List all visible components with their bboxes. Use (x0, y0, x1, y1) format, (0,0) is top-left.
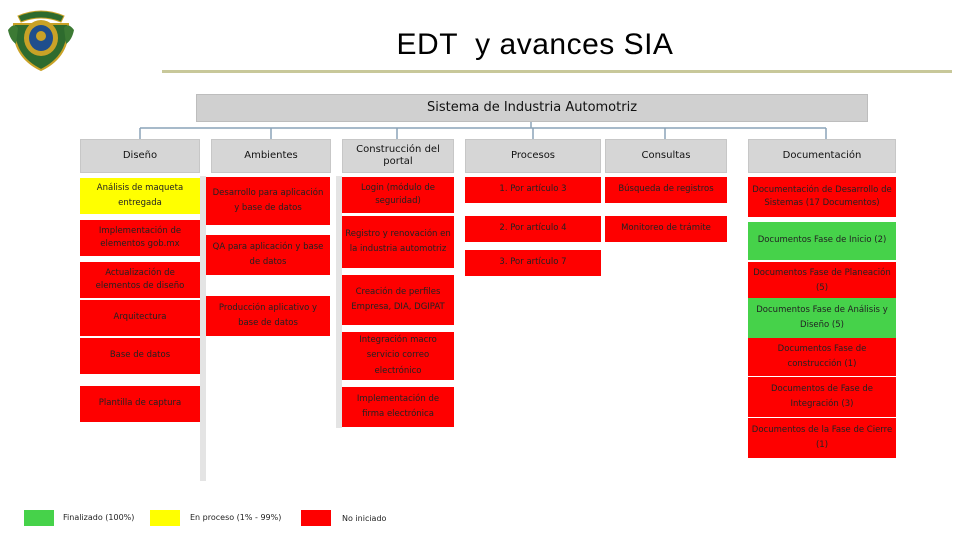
header-construccion: Construcción del portal (342, 139, 454, 173)
node-articulo-4: 2. Por artículo 4 (465, 216, 601, 242)
node-registro-renovacion: Registro y renovación en la industria automotriz (342, 216, 454, 268)
node-creacion-perfiles: Creación de perfiles Empresa, DIA, DGIPAT (342, 275, 454, 325)
node-monitoreo-tramite: Monitoreo de trámite (605, 216, 727, 242)
header-consultas: Consultas (605, 139, 727, 173)
header-procesos: Procesos (465, 139, 601, 173)
node-arquitectura: Arquitectura (80, 300, 200, 336)
header-ambientes: Ambientes (211, 139, 331, 173)
node-plantilla-captura: Plantilla de captura (80, 386, 200, 422)
system-root-node: Sistema de Industria Automotriz (196, 94, 868, 122)
legend-swatch-en-proceso (150, 510, 180, 526)
legend-swatch-finalizado (24, 510, 54, 526)
node-implementacion-gobmx: Implementación de elementos gob.mx (80, 220, 200, 256)
header-diseno: Diseño (80, 139, 200, 173)
node-analisis-maqueta: Análisis de maqueta entregada (80, 178, 200, 214)
legend-label-no-iniciado: No iniciado (342, 514, 387, 523)
node-doc-fase-planeacion: Documentos Fase de Planeación (5) (748, 262, 896, 300)
legend-label-finalizado: Finalizado (100%) (63, 513, 135, 522)
node-articulo-7: 3. Por artículo 7 (465, 250, 601, 276)
node-doc-fase-cierre: Documentos de la Fase de Cierre (1) (748, 418, 896, 458)
node-actualizacion-diseno: Actualización de elementos de diseño (80, 262, 200, 298)
node-produccion: Producción aplicativo y base de datos (206, 296, 330, 336)
node-integracion-correo: Integración macro servicio correo electrónico (342, 332, 454, 380)
header-documentacion: Documentación (748, 139, 896, 173)
node-articulo-3: 1. Por artículo 3 (465, 177, 601, 203)
node-login: Login (módulo de seguridad) (342, 177, 454, 213)
node-desarrollo: Desarrollo para aplicación y base de datos (206, 177, 330, 225)
node-busqueda-registros: Búsqueda de registros (605, 177, 727, 203)
node-base-datos: Base de datos (80, 338, 200, 374)
node-qa: QA para aplicación y base de datos (206, 235, 330, 275)
page-title: EDT y avances SIA (396, 28, 674, 61)
node-doc-fase-construccion: Documentos Fase de construcción (1) (748, 338, 896, 376)
node-doc-fase-analisis: Documentos Fase de Análisis y Diseño (5) (748, 298, 896, 338)
legend-swatch-no-iniciado (301, 510, 331, 526)
node-doc-fase-inicio: Documentos Fase de Inicio (2) (748, 222, 896, 260)
node-doc-fase-integracion: Documentos de Fase de Integración (3) (748, 377, 896, 417)
legend-label-en-proceso: En proceso (1% - 99%) (190, 513, 282, 522)
node-doc-desarrollo: Documentación de Desarrollo de Sistemas (17 Documentos) (748, 177, 896, 217)
node-firma-electronica: Implementación de firma electrónica (342, 387, 454, 427)
